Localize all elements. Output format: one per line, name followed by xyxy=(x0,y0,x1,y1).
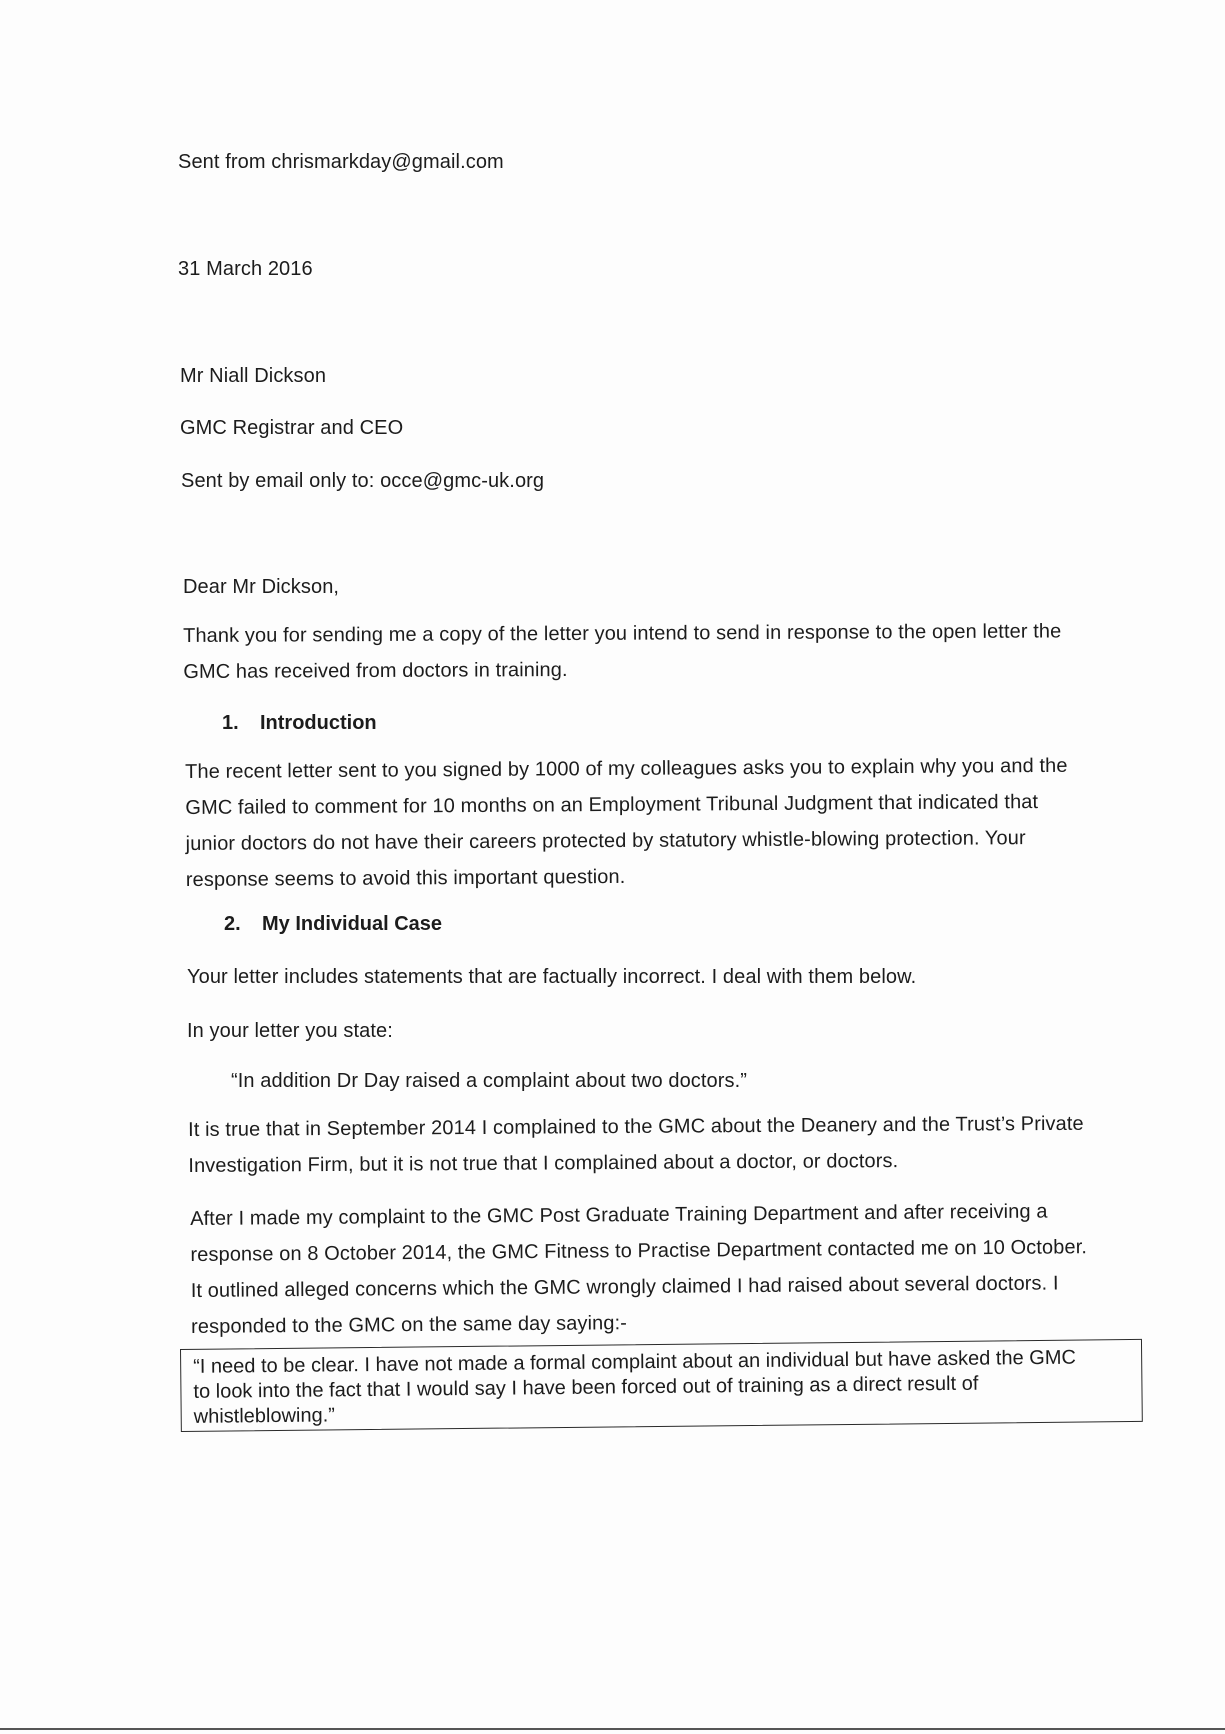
section-2-p3-line-2: Investigation Firm, but it is not true that I complained about a doctor, or doctors. xyxy=(188,1150,899,1177)
section-1-paragraph xyxy=(185,748,1068,898)
section-1-title: Introduction xyxy=(260,712,377,734)
boxed-quote-line-1: “I need to be clear. I have not made a formal complaint about an individual but have asked the GMC xyxy=(193,1346,1077,1378)
section-1-heading xyxy=(222,711,377,735)
section-2-paragraph-2: In your letter you state: xyxy=(187,1020,393,1042)
section-2-paragraph-4 xyxy=(190,1193,1088,1345)
section-2-p4-line-4: responded to the GMC on the same day saying:- xyxy=(191,1312,628,1338)
scan-bottom-edge xyxy=(0,1728,1225,1730)
section-2-p4-line-1: After I made my complaint to the GMC Post Graduate Training Department and after receiving a xyxy=(190,1200,1048,1230)
boxed-quote xyxy=(180,1339,1143,1432)
section-2-paragraph-1: Your letter includes statements that are factually incorrect. I deal with them below. xyxy=(187,966,917,988)
letter-date: 31 March 2016 xyxy=(178,258,313,280)
section-2-paragraph-3 xyxy=(188,1106,1084,1184)
recipient-name: Mr Niall Dickson xyxy=(180,365,327,387)
intro-line-1: Thank you for sending me a copy of the letter you intend to send in response to the open letter the xyxy=(183,620,1062,647)
boxed-quote-line-3: whistleblowing.” xyxy=(193,1404,335,1428)
intro-line-2: GMC has received from doctors in training. xyxy=(183,658,568,683)
section-1-line-2: GMC failed to comment for 10 months on an Employment Tribunal Judgment that indicated that xyxy=(185,791,1039,819)
section-1-line-4: response seems to avoid this important question. xyxy=(185,865,626,891)
recipient-delivery: Sent by email only to: occe@gmc-uk.org xyxy=(181,470,545,492)
section-1-line-3: junior doctors do not have their careers protected by statutory whistle-blowing protection. Your xyxy=(185,827,1026,855)
sender-line: Sent from chrismarkday@gmail.com xyxy=(178,151,504,173)
salutation: Dear Mr Dickson, xyxy=(183,576,340,598)
quoted-statement: “In addition Dr Day raised a complaint about two doctors.” xyxy=(231,1070,748,1092)
recipient-title: GMC Registrar and CEO xyxy=(180,417,404,439)
section-2-number: 2. xyxy=(224,913,241,935)
section-1-line-1: The recent letter sent to you signed by 1000 of my colleagues asks you to explain why you and the xyxy=(185,754,1068,783)
boxed-quote-line-2: to look into the fact that I would say I have been forced out of training as a direct result of xyxy=(193,1372,979,1403)
intro-paragraph xyxy=(183,613,1062,690)
section-2-p4-line-2: response on 8 October 2014, the GMC Fitness to Practise Department contacted me on 10 October. xyxy=(190,1236,1088,1266)
section-2-p3-line-1: It is true that in September 2014 I complained to the GMC about the Deanery and the Trust’s Private xyxy=(188,1112,1084,1141)
section-2-title: My Individual Case xyxy=(262,913,443,935)
section-2-p4-line-3: It outlined alleged concerns which the GMC wrongly claimed I had raised about several doctors. I xyxy=(190,1272,1059,1302)
section-2-heading xyxy=(224,912,442,936)
section-1-number: 1. xyxy=(222,712,239,734)
